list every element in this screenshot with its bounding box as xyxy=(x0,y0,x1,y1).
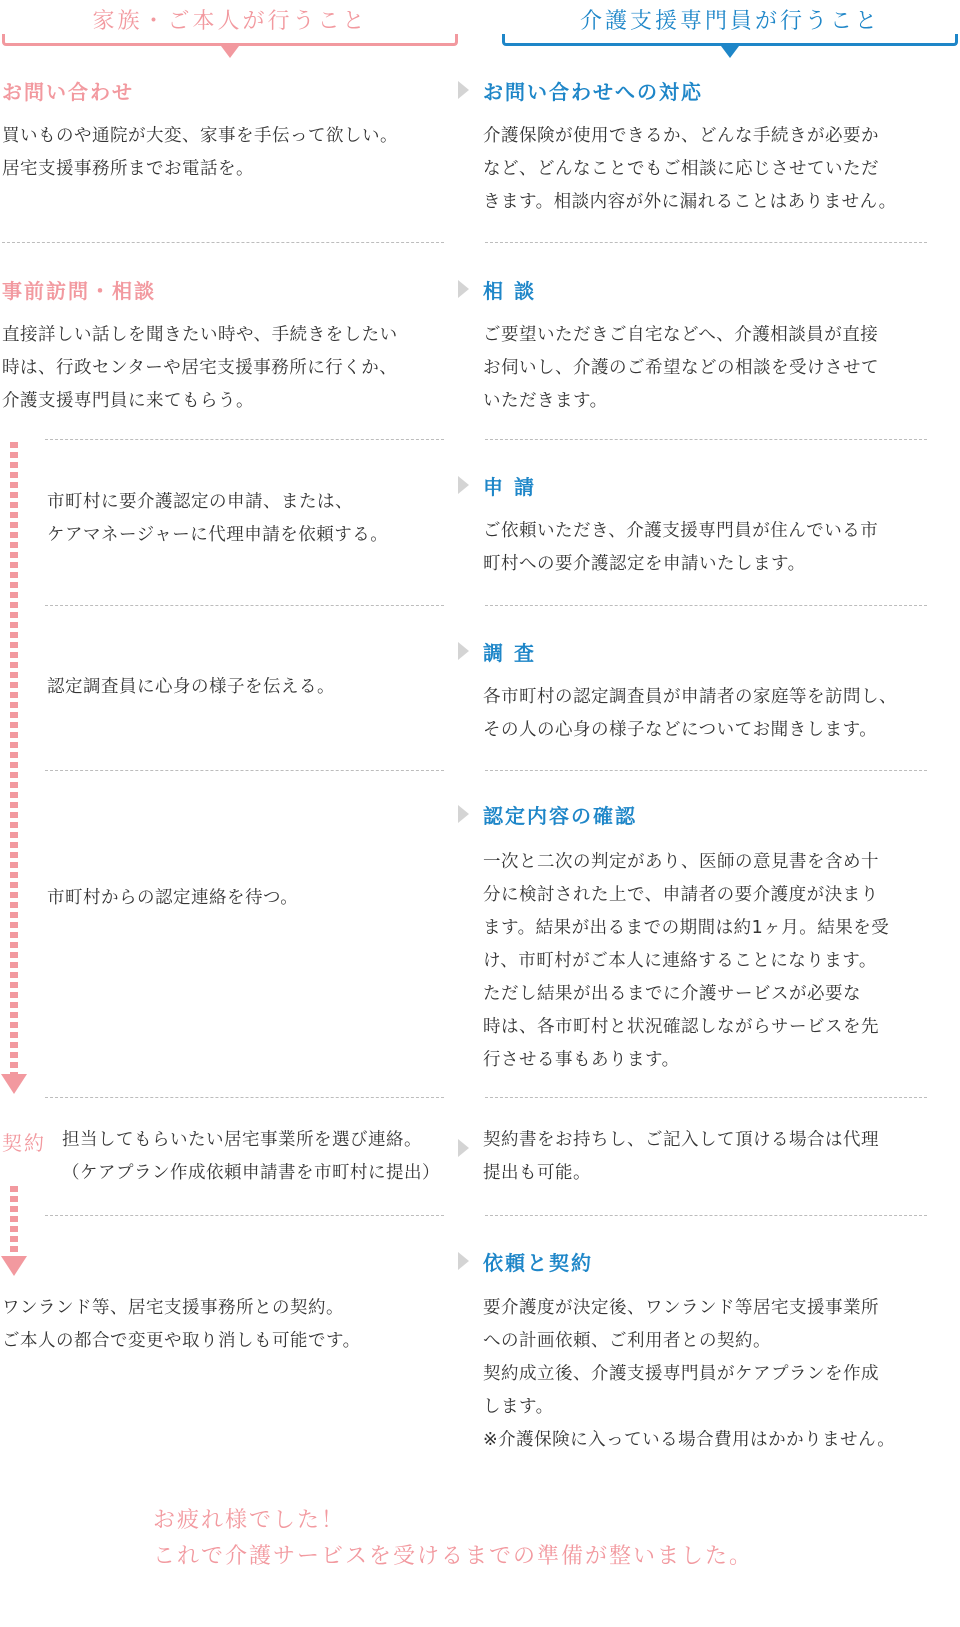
contract-family-text: 担当してもらいたい居宅事業所を選び連絡。 （ケアプラン作成依頼申請書を市町村に提出） xyxy=(62,1130,440,1183)
inquiry-arrow-icon xyxy=(458,81,469,99)
divider xyxy=(45,605,444,606)
confirm-arrow-icon xyxy=(458,805,469,823)
consult-specialist-title: 相 談 xyxy=(483,279,536,303)
consult-family-title: 事前訪問・相談 xyxy=(2,279,156,303)
apply-family-text: 市町村に要介護認定の申請、または、 ケアマネージャーに代理申請を依頼する。 xyxy=(47,492,389,545)
contract-specialist-text: 契約書をお持ちし、ご記入して頂ける場合は代理 提出も可能。 xyxy=(483,1130,879,1183)
family-flow-line xyxy=(10,442,18,1074)
survey-specialist-title: 調 査 xyxy=(483,641,536,665)
request-arrow-icon xyxy=(458,1252,469,1270)
divider xyxy=(45,439,444,440)
divider xyxy=(45,1097,444,1098)
request-specialist-title: 依頼と契約 xyxy=(483,1251,593,1275)
specialist-column-header xyxy=(500,4,960,46)
survey-family-text: 認定調査員に心身の様子を伝える。 xyxy=(47,677,335,697)
contract-flow-arrow-icon xyxy=(1,1256,27,1276)
divider xyxy=(485,439,927,440)
family-header-pointer-icon xyxy=(221,46,239,58)
closing-message-line1: お疲れ様でした！ xyxy=(153,1508,346,1533)
survey-arrow-icon xyxy=(458,642,469,660)
consult-arrow-icon xyxy=(458,280,469,298)
divider xyxy=(45,770,444,771)
consult-family-text: 直接詳しい話しを聞きたい時や、手続きをしたい 時は、行政センターや居宅支援事務所に行くか、 介護支援専門員に来てもらう。 xyxy=(2,325,398,411)
contract-flow-line xyxy=(10,1186,18,1256)
confirm-family-text: 市町村からの認定連絡を待つ。 xyxy=(47,888,299,908)
specialist-column-title: 介護支援専門員が行うこと xyxy=(579,9,880,34)
apply-specialist-title: 申 請 xyxy=(483,475,536,499)
confirm-specialist-title: 認定内容の確認 xyxy=(483,804,637,828)
inquiry-specialist-text: 介護保険が使用できるか、どんな手続きが必要か など、どんなことでもご相談に応じさせていただ きます。相談内容が外に漏れることはありません。 xyxy=(483,126,897,212)
inquiry-family-text: 買いものや通院が大変、家事を手伝って欲しい。 居宅支援事務所までお電話を。 xyxy=(2,126,398,179)
consult-specialist-text: ご要望いただきご自宅などへ、介護相談員が直接 お伺いし、介護のご希望などの相談を受けさせて いただきます。 xyxy=(483,325,879,411)
request-family-text: ワンランド等、居宅支援事務所との契約。 ご本人の都合で変更や取り消しも可能です。 xyxy=(2,1298,361,1351)
specialist-header-bracket xyxy=(502,34,958,46)
family-flow-arrow-icon xyxy=(1,1074,27,1094)
apply-specialist-text: ご依頼いただき、介護支援専門員が住んでいる市 町村への要介護認定を申請いたします。 xyxy=(483,521,879,574)
divider xyxy=(485,1097,927,1098)
family-column-title: 家族・ご本人が行うこと xyxy=(92,9,368,34)
contract-arrow-icon xyxy=(458,1139,469,1157)
divider xyxy=(485,605,927,606)
request-specialist-text: 要介護度が決定後、ワンランド等居宅支援事業所 への計画依頼、ご利用者との契約。 契約成立後、介護支援専門員がケアプランを作成 します。 ※介護保険に入っている場合費用はかかりません。 xyxy=(483,1298,896,1450)
divider xyxy=(2,242,444,243)
confirm-specialist-text: 一次と二次の判定があり、医師の意見書を含め十 分に検討された上で、申請者の要介護度が決まり ます。結果が出るまでの期間は約1ヶ月。結果を受 け、市町村がご本人に連絡することになります。 ただし結果が出るまでに介護サービスが必要な 時は、各市町村と状況確認しながらサービスを先 行させる事もあります。 xyxy=(483,852,890,1070)
survey-specialist-text: 各市町村の認定調査員が申請者の家庭等を訪問し、 その人の心身の様子などについてお聞きします。 xyxy=(483,687,897,740)
apply-arrow-icon xyxy=(458,476,469,494)
divider xyxy=(485,770,927,771)
closing-message-line2: これで介護サービスを受けるまでの準備が整いました。 xyxy=(153,1544,754,1569)
family-header-bracket xyxy=(2,34,458,46)
family-column-header xyxy=(0,4,460,46)
contract-family-label: 契約 xyxy=(2,1131,46,1155)
divider xyxy=(45,1215,444,1216)
inquiry-family-title: お問い合わせ xyxy=(2,80,134,104)
divider xyxy=(485,1215,927,1216)
specialist-header-pointer-icon xyxy=(721,46,739,58)
inquiry-specialist-title: お問い合わせへの対応 xyxy=(483,80,703,104)
divider xyxy=(485,242,927,243)
